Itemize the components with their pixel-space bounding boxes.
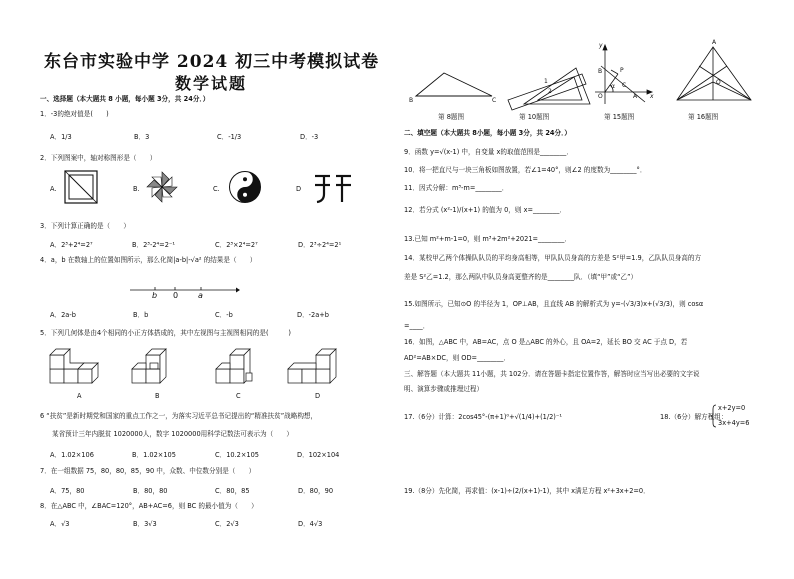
q5-label-b: B [155, 392, 160, 400]
q8-option-b: B．3√3 [133, 520, 157, 528]
q1-option-a: A．1/3 [50, 133, 72, 141]
q2-option-c: C. [213, 185, 220, 193]
q18-brace-icon [711, 404, 717, 428]
q8-option-c: C．2√3 [215, 520, 239, 528]
exam-title: 东台市实验中学 2024 初三中考模拟试卷 [44, 52, 380, 72]
q8-option-a: A．√3 [50, 520, 70, 528]
q19-text: 19.（8分）先化简，再求值：(x-1)÷(2/(x+1)-1)，其中 x满足方程 x²+3x+2=0． [404, 487, 650, 495]
q5-label-a: A [77, 392, 82, 400]
fig8-label-c: C [492, 97, 497, 104]
q3-option-d: D．2³÷2⁴=2¹ [298, 241, 342, 249]
q4-number-line [130, 283, 240, 297]
section3-heading-line2: 明、演算步骤或推理过程） [404, 385, 484, 393]
fig16-triangle [675, 44, 755, 104]
fig15-label-c: C [622, 82, 627, 89]
q15-text-line2: =____． [404, 322, 430, 330]
section3-heading-line1: 三、解答题（本大题共 11小题，共 102分．请在答题卡指定位置作答，解答时应当写出必要的文字说 [404, 370, 700, 378]
q7-option-b: B．80，80 [133, 487, 168, 495]
fig10-label-1: 1 [544, 78, 548, 85]
q1-option-b: B．3 [134, 133, 150, 141]
q18-equation-2: 3x+4y=6 [718, 419, 750, 427]
q1-option-d: D．-3 [300, 133, 319, 141]
q5-cubes-figures [48, 345, 364, 387]
q18-text: 18.（6分）解方程组： [660, 413, 728, 421]
fig15-label-p: P [620, 67, 624, 74]
fig8-caption: 第 8题图 [438, 113, 465, 121]
fig15-label-alpha: α [611, 83, 615, 90]
q1-option-c: C．-1/3 [217, 133, 242, 141]
q17-text: 17.（6分）计算：2cos45°-(π+1)⁰+√(1/4)+(1/2)⁻¹ [404, 413, 562, 421]
exam-subtitle: 数学试题 [175, 74, 248, 93]
fig8-label-b: B [409, 97, 414, 104]
q6-option-d: D．102×104 [297, 451, 340, 459]
q7-option-d: D．80，90 [298, 487, 334, 495]
q4-option-c: C．-b [215, 311, 233, 319]
fig10-ruler-triangle [504, 64, 594, 110]
fig15-label-b: B [598, 68, 603, 75]
q13-text: 13.已知 m²+m-1=0，则 m³+2m²+2021=________． [404, 235, 572, 243]
q5-stem: 5．下列几何体是由4个相同的小正方体搭成的，其中左视图与主视图相同的是( ) [40, 329, 291, 337]
q5-label-c: C [236, 392, 241, 400]
q7-option-c: C．80，85 [215, 487, 250, 495]
fig15-caption: 第 15题图 [604, 113, 635, 121]
q6-option-c: C．10.2×105 [215, 451, 259, 459]
q4-label-a: a [198, 291, 203, 300]
q11-text: 11．因式分解：m³-m=________． [404, 184, 509, 192]
q7-stem: 7．在一组数据 75，80，80，85，90 中，众数、中位数分别是（ ） [40, 467, 256, 475]
q9-text: 9．函数 y=√(x-1) 中，自变量 x的取值范围是________． [404, 148, 573, 156]
q3-option-a: A．2³+2⁴=2⁷ [50, 241, 93, 249]
q6-option-b: B．1.02×105 [132, 451, 176, 459]
q16-text-line1: 16．如图，△ABC 中，AB=AC，点 O 是△ABC 的外心，且 OA=2，延长 BO 交 AC 于点 D，若 [404, 338, 688, 346]
section1-heading: 一、选择题（本大题共 8 小题，每小题 3分，共 24分．） [40, 95, 210, 103]
q8-stem: 8．在△ABC 中，∠BAC=120°，AB+AC=6，则 BC 的最小值为（ ） [40, 502, 258, 510]
q18-equation-1: x+2y=0 [718, 404, 746, 412]
q2-option-a: A. [50, 185, 57, 193]
section2-heading: 二、填空题（本大题共 8小题，每小题 3分，共 24分．） [404, 129, 571, 137]
q2-option-d: D [296, 185, 302, 193]
q4-stem: 4．a，b 在数轴上的位置如图所示，那么化简|a-b|-√a² 的结果是（ ） [40, 256, 257, 264]
q8-option-d: D．4√3 [298, 520, 323, 528]
q1-stem: 1．-3的绝对值是( ) [40, 110, 109, 118]
q3-option-c: C．2³×2⁴=2⁷ [215, 241, 258, 249]
q2-figure-c-yinyang-icon [228, 170, 262, 204]
q14-text-line1: 14．某校甲乙两个体操队队员的平均身高相等，甲队队员身高的方差是 S²甲=1.9，乙队队员身高的方 [404, 254, 702, 262]
q6-stem-line2: 某省预计三年内脱贫 1020000人，数字 1020000用科学记数法可表示为（ ） [52, 430, 293, 438]
fig15-label-x: x [650, 93, 654, 100]
q4-option-a: A．2a-b [50, 311, 76, 319]
fig8-triangle [414, 70, 494, 100]
fig15-label-y: y [599, 42, 603, 49]
q10-text: 10．将一把直尺与一块三角板如图放置，若∠1=40°，则∠2 的度数为________°． [404, 166, 647, 174]
q2-stem: 2．下列图案中，轴对称图形是（ ） [40, 154, 157, 162]
q3-option-b: B．2³-2⁴=2⁻¹ [132, 241, 176, 249]
q4-option-d: D．-2a+b [297, 311, 329, 319]
q16-text-line2: AD²=AB×DC，则 OD=________． [404, 354, 511, 362]
q4-option-b: B．b [133, 311, 149, 319]
q2-figure-a-frame-icon [64, 170, 98, 204]
q3-stem: 3．下列计算正确的是（ ） [40, 222, 130, 230]
fig10-caption: 第 10题图 [519, 113, 550, 121]
fig10-label-2: 2 [548, 88, 552, 95]
q2-option-b: B. [133, 185, 140, 193]
fig16-label-o: O [716, 79, 721, 86]
q6-option-a: A．1.02×106 [50, 451, 94, 459]
q15-text-line1: 15.如图所示，已知⊙O 的半径为 1，OP⊥AB，且直线 AB 的解析式为 y=-(√3/3)x+(√3/3)，则 cosα [404, 300, 704, 308]
q4-label-b: b [152, 291, 158, 300]
fig16-label-a: A [712, 39, 717, 46]
q14-text-line2: 差是 S²乙=1.2，那么两队中队员身高更整齐的是________队．（填“甲”或“乙”） [404, 273, 638, 281]
fig16-caption: 第 16题图 [688, 113, 719, 121]
q6-stem-line1: 6 “扶贫”是新时期党和国家的重点工作之一，为落实习近平总书记提出的“精准扶贫”战略构想， [40, 412, 318, 420]
q2-figure-b-pinwheel-icon [145, 170, 179, 204]
q12-text: 12．若分式 (x²-1)/(x+1) 的值为 0，则 x=________． [404, 206, 566, 214]
q4-label-0: 0 [173, 291, 179, 300]
fig15-label-a: A [633, 93, 638, 100]
q5-label-d: D [315, 392, 321, 400]
q7-option-a: A．75，80 [50, 487, 85, 495]
fig15-label-o: O [598, 93, 603, 100]
q2-figure-d-glyph-icon [313, 170, 353, 204]
